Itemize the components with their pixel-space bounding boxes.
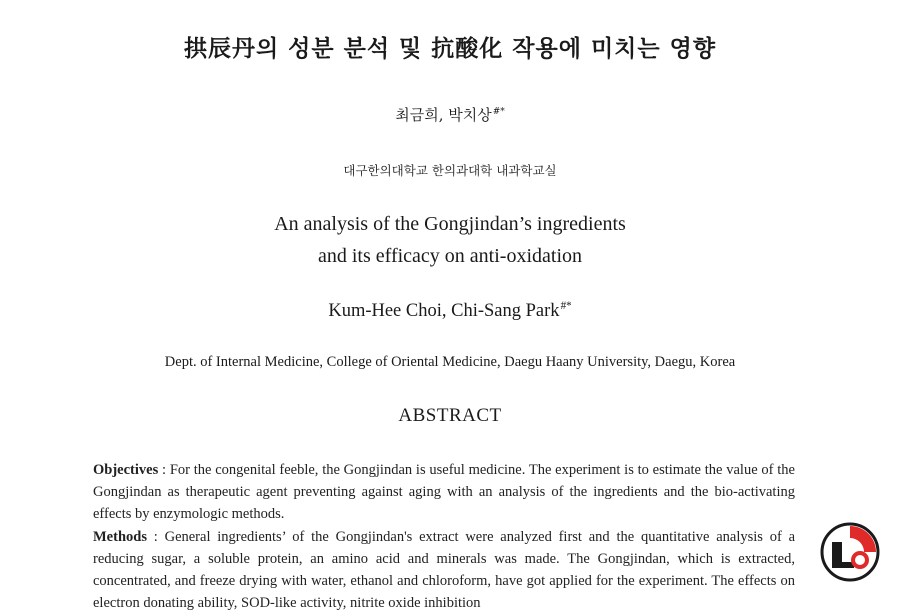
english-author-names: Kum-Hee Choi, Chi-Sang Park (328, 301, 560, 322)
objectives-separator: : (158, 462, 170, 478)
korean-title: 拱辰丹의 성분 분석 및 抗酸化 작용에 미치는 영향 (183, 35, 717, 62)
english-authors (0, 300, 900, 322)
objectives-text: For the congenital feeble, the Gongjindan is useful medicine. The experiment is to estimate the value of the Gongjindan as therapeutic agent preventing against aging with an analysis of the ingredients and the bio-activating effects by enzymologic methods. (93, 462, 795, 523)
objectives-paragraph (93, 459, 795, 526)
english-title-line-2: and its efficacy on anti-oxidation (318, 245, 582, 267)
circular-logo-icon (820, 522, 880, 582)
methods-separator: : (146, 528, 165, 545)
methods-label: Methods (93, 528, 147, 545)
english-title-line-1: An analysis of the Gongjindan’s ingredients (274, 213, 626, 235)
methods-text: General ingredients’ of the Gongjindan's extract were analyzed first and the quantitative analysis of a reducing sugar, a soluble protein, an amino acid and minerals was made. The Gongjindan, which is extracted, concentrated, and freeze drying with water, ethanol and chloroform, have got applied for the experiment. The effects on electron donating ability, SOD-like activity, nitrite oxide inhibition (93, 528, 796, 612)
english-author-mark: #* (560, 300, 572, 312)
abstract-body (93, 459, 795, 614)
korean-author-mark: #* (492, 107, 505, 117)
abstract-heading: ABSTRACT (398, 405, 502, 426)
korean-affiliation: 대구한의대학교 한의과대학 내과학교실 (343, 163, 557, 178)
korean-authors (0, 104, 900, 125)
korean-author-names: 최금희, 박치상 (395, 106, 492, 124)
methods-paragraph (93, 526, 795, 614)
english-affiliation: Dept. of Internal Medicine, College of Oriental Medicine, Daegu Haany University, Daegu, Korea (164, 354, 736, 370)
objectives-label: Objectives (93, 462, 159, 478)
english-title (0, 208, 900, 272)
